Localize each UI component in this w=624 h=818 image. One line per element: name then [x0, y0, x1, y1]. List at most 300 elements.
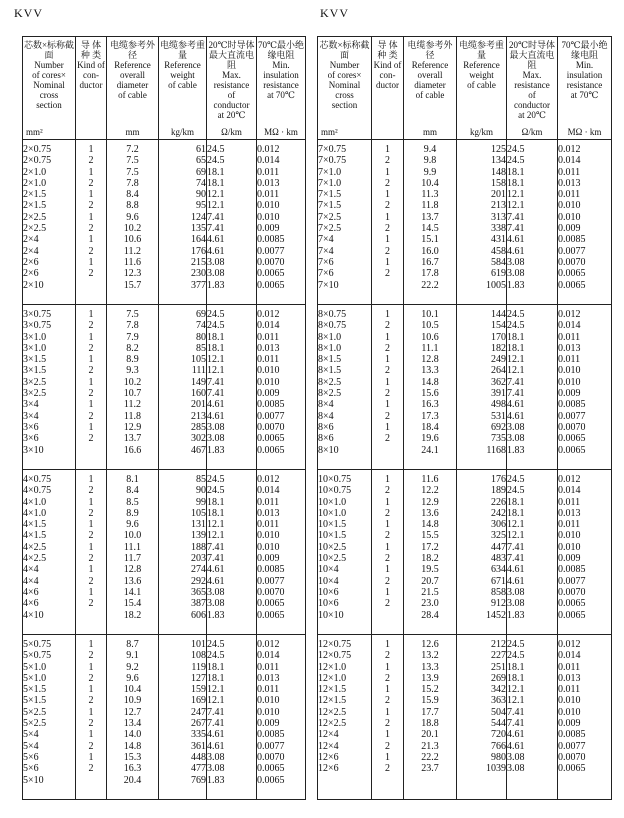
cell-value: 105	[191, 507, 206, 519]
cell-value: 16.3	[421, 399, 439, 411]
cell-value: 3×10	[23, 444, 44, 456]
cell-kind	[76, 140, 107, 305]
cell-value: 8.5	[126, 496, 139, 508]
cell-value: 2	[88, 485, 94, 497]
cell-value: 0.0065	[558, 279, 586, 291]
header-diam-en: overall	[120, 70, 145, 80]
header-res-en: at 20℃	[518, 110, 546, 120]
header-kind-en: ductor	[376, 80, 399, 90]
cell-value: 0.0065	[257, 268, 285, 280]
cell-value: 7.8	[126, 320, 139, 332]
cell-value: 483	[491, 553, 506, 565]
cell-value: 1	[385, 586, 390, 598]
cell-value: 212	[491, 639, 506, 650]
cell-value: 0.011	[257, 684, 280, 696]
cell-value: 13.6	[123, 575, 142, 587]
cell-value: 2	[88, 320, 94, 332]
cell-value: 7.41	[507, 541, 525, 553]
header-wt-unit: kg/km	[170, 127, 194, 137]
cell-value: 12.1	[207, 684, 225, 696]
cell-value: 13.3	[421, 365, 439, 377]
cell-value: 8×10	[318, 444, 339, 456]
cell-value: 0.011	[257, 519, 280, 531]
cell-value: 12.1	[207, 365, 225, 377]
cell-value: 10.6	[421, 331, 439, 343]
header-res-en: of	[528, 90, 536, 100]
cell-value: 1	[385, 519, 390, 531]
cell-value: 2	[88, 507, 94, 519]
cell-value: 10.1	[421, 309, 439, 320]
header-ins	[257, 37, 306, 140]
cell-value: 7×6	[318, 268, 334, 280]
cell-value: 12.1	[507, 365, 525, 377]
cell-value: 108	[191, 650, 206, 662]
header-diam-en: of cable	[415, 90, 445, 100]
cell-value: 1039	[486, 763, 506, 775]
cell-value: 0.009	[558, 388, 581, 400]
header-core-cn: 芯数×标称截面	[319, 40, 370, 60]
cell-value: 13.4	[123, 718, 142, 730]
cell-value: 12×1.0	[318, 672, 347, 684]
cell-value: 7.41	[507, 223, 525, 235]
cell-value: 0.010	[257, 530, 280, 542]
cell-value: 7.41	[207, 541, 225, 553]
cell-value: 7×10	[318, 279, 339, 291]
cell-value: 95	[196, 200, 206, 212]
header-core	[318, 37, 372, 140]
cell-value: 3×6	[23, 433, 39, 445]
left-table-title: KVV	[14, 6, 43, 20]
cell-value: 14.8	[421, 376, 439, 388]
header-wt-en: of cable	[467, 80, 496, 90]
cell-value: 0.014	[558, 320, 581, 332]
cell-value: 1	[88, 399, 94, 411]
cell-kind	[76, 470, 107, 635]
cell-value: 8.2	[126, 342, 139, 354]
header-core-en: Nominal	[328, 80, 361, 90]
cell-value: 7.5	[126, 166, 139, 178]
cell-value: 1	[385, 729, 390, 741]
cell-value: 0.010	[558, 530, 581, 542]
header-core-cn: 芯数×标称截面	[23, 40, 75, 60]
cell-value: 0.012	[558, 474, 581, 485]
cell-value: 0.0085	[257, 234, 285, 246]
cell-value: 0.0085	[257, 564, 285, 576]
cell-value: 0.010	[558, 365, 581, 377]
table-row	[23, 305, 306, 470]
cell-value: 4×10	[23, 609, 44, 621]
cell-value: 1	[385, 399, 390, 411]
cell-value: 12.1	[507, 684, 525, 696]
cell-value: 0.0065	[558, 598, 586, 610]
header-ins-cn: 70℃最小绝缘电阻	[257, 40, 305, 60]
cell-value: 12.6	[421, 639, 439, 650]
cell-value: 18.1	[507, 342, 525, 354]
cell-value: 0.013	[558, 177, 581, 189]
cell-value: 10.2	[123, 223, 142, 235]
cell-value: 0.010	[558, 376, 581, 388]
cell-value: 2	[385, 200, 390, 212]
cell-res	[207, 305, 257, 470]
cell-value: 3.08	[207, 268, 225, 280]
cell-value: 125	[491, 144, 506, 155]
header-diam-en: overall	[417, 70, 443, 80]
cell-value: 0.010	[558, 211, 581, 223]
cell-value: 85	[196, 474, 206, 485]
cell-value: 11.6	[123, 256, 142, 268]
cell-value: 3.08	[507, 751, 525, 763]
cell-value: 24.5	[207, 309, 225, 320]
cell-wt	[457, 470, 507, 635]
cell-value: 1	[88, 144, 94, 155]
cell-value: 24.5	[507, 309, 525, 320]
cell-value: 4.61	[507, 234, 525, 246]
cell-value: 11.1	[123, 541, 142, 553]
cell-value: 127	[191, 672, 206, 684]
cell-value: 2	[385, 320, 390, 332]
cell-value: 1	[88, 421, 94, 433]
cell-value: 164	[191, 234, 206, 246]
header-res-en: of	[227, 90, 236, 100]
cell-value: 2	[88, 342, 94, 354]
cell-value: 10.4	[421, 177, 439, 189]
cell-value: 0.0070	[257, 421, 285, 433]
cell-ins	[558, 635, 612, 800]
header-wt-en: Reference	[164, 60, 201, 70]
cell-value: 0.011	[257, 661, 280, 673]
cell-value: 0.0085	[257, 399, 285, 411]
header-wt	[457, 37, 507, 140]
cell-value: 16.6	[123, 444, 142, 456]
cell-value: 7.41	[507, 706, 525, 718]
cell-value: 1	[385, 564, 390, 576]
cell-wt	[457, 635, 507, 800]
cell-value: 10.6	[123, 234, 142, 246]
cell-value: 1	[385, 684, 390, 696]
cell-value: 2	[385, 223, 390, 235]
header-core	[23, 37, 76, 140]
cell-value: 3.08	[507, 586, 525, 598]
cell-value: 61	[196, 144, 206, 155]
cell-value: 3×0.75	[23, 320, 52, 332]
cell-value: 8×0.75	[318, 309, 347, 320]
cell-value: 11.8	[421, 200, 439, 212]
cell-diam	[404, 305, 457, 470]
cell-value: 7×0.75	[318, 155, 347, 167]
header-ins	[558, 37, 612, 140]
cell-value: 1.83	[507, 279, 525, 291]
cell-value: 1	[385, 751, 390, 763]
cell-value: 306	[491, 519, 506, 531]
cell-value: 0.014	[257, 155, 280, 167]
cell-value: 18.1	[507, 166, 525, 178]
cell-value: 0.0070	[257, 751, 285, 763]
cell-value: 1	[88, 496, 94, 508]
cell-value: 2	[385, 763, 390, 775]
cell-value: 12.1	[507, 695, 525, 707]
cell-value: 14.0	[123, 729, 142, 741]
cell-value: 606	[191, 609, 206, 621]
header-ins-en: insulation	[263, 70, 299, 80]
cell-value: 10×4	[318, 564, 339, 576]
cell-value: 0.0077	[257, 410, 285, 422]
header-core-en: of cores×	[32, 70, 66, 80]
header-diam-en: Reference	[411, 60, 449, 70]
cell-value: 18.1	[207, 672, 225, 684]
header-diam-en: diameter	[116, 80, 149, 90]
cell-value: 0.0070	[558, 586, 586, 598]
cell-value: 149	[191, 376, 206, 388]
cell-value: 5×1.5	[23, 695, 47, 707]
cell-value: 4×0.75	[23, 474, 52, 485]
cell-value: 4×6	[23, 598, 39, 610]
header-core-en: section	[36, 100, 62, 110]
cell-value: 3.08	[507, 433, 525, 445]
cell-value: 0.0070	[558, 256, 586, 268]
cell-value: 12×2.5	[318, 718, 347, 730]
cell-value: 766	[491, 740, 506, 752]
cell-value: 1168	[486, 444, 506, 456]
cell-value	[372, 280, 403, 291]
cell-core	[318, 140, 372, 305]
cell-value: 251	[491, 661, 506, 673]
cell-value: 12×0.75	[318, 639, 352, 650]
header-res	[507, 37, 558, 140]
cell-ins	[257, 635, 306, 800]
header-core-en: Nominal	[33, 80, 65, 90]
cell-wt	[457, 140, 507, 305]
left-spec-table	[22, 36, 306, 800]
cell-value: 267	[191, 718, 206, 730]
cell-value: 1	[88, 234, 94, 246]
cell-value: 0.011	[257, 496, 280, 508]
cell-ins	[558, 305, 612, 470]
header-res-cn: 20℃时导体最大直流电阻	[208, 40, 255, 70]
cell-value: 4×1.0	[23, 507, 47, 519]
cell-value: 18.1	[207, 661, 225, 673]
cell-value: 12.1	[207, 519, 225, 531]
cell-value: 24.5	[207, 650, 225, 662]
right-table-title: KVV	[320, 6, 349, 20]
cell-value: 8×6	[318, 433, 334, 445]
cell-value: 0.010	[257, 211, 280, 223]
cell-value: 7.9	[126, 331, 139, 343]
cell-value: 15.9	[421, 695, 439, 707]
cell-value: 2	[88, 575, 94, 587]
cell-core	[318, 305, 372, 470]
cell-value: 11.3	[421, 189, 439, 201]
cell-value: 7.2	[126, 144, 139, 155]
cell-value: 18.8	[421, 718, 439, 730]
cell-value: 0.0070	[558, 421, 586, 433]
cell-core	[318, 635, 372, 800]
table-row	[23, 635, 306, 800]
header-core-en: of cores×	[327, 70, 362, 80]
cell-value: 4.61	[207, 399, 225, 411]
cell-value: 2	[385, 245, 390, 257]
cell-value: 0.0077	[257, 245, 285, 257]
cell-value: 13.7	[123, 433, 142, 445]
cell-value: 7.41	[207, 211, 225, 223]
cell-value: 148	[491, 166, 506, 178]
cell-value: 7.41	[207, 553, 225, 565]
cell-value: 1.83	[207, 279, 225, 291]
cell-value: 8.9	[126, 507, 139, 519]
cell-value: 18.1	[207, 331, 225, 343]
cell-value: 2	[385, 342, 390, 354]
cell-value: 20.4	[123, 774, 142, 786]
cell-value: 0.013	[257, 672, 280, 684]
header-wt-en: Reference	[463, 60, 500, 70]
cell-value: 1	[88, 309, 94, 320]
cell-value: 2	[385, 177, 390, 189]
cell-value: 544	[491, 718, 506, 730]
cell-value: 0.0077	[257, 575, 285, 587]
cell-value: 1	[385, 706, 390, 718]
cell-res	[507, 635, 558, 800]
header-res	[207, 37, 257, 140]
cell-value: 1	[385, 166, 390, 178]
cell-value: 2	[385, 672, 390, 684]
cell-value: 2×1.0	[23, 166, 47, 178]
cell-ins	[257, 140, 306, 305]
cell-value: 10.0	[123, 530, 142, 542]
cell-value: 2×10	[23, 279, 44, 291]
cell-value: 21.5	[421, 586, 439, 598]
cell-value	[76, 775, 106, 786]
cell-value: 0.013	[257, 507, 280, 519]
cell-value: 313	[491, 211, 506, 223]
table-row	[318, 635, 612, 800]
cell-value: 7.41	[207, 388, 225, 400]
cell-value: 9.9	[423, 166, 437, 178]
cell-value	[76, 610, 106, 621]
cell-value: 22.2	[421, 279, 439, 291]
cell-value: 0.0070	[558, 751, 586, 763]
cell-value: 720	[491, 729, 506, 741]
cell-value: 11.2	[123, 399, 142, 411]
header-wt	[159, 37, 207, 140]
cell-value: 12.1	[207, 354, 225, 366]
cell-value: 0.012	[558, 144, 581, 155]
cell-value: 4×1.0	[23, 496, 47, 508]
header-wt-en: weight	[469, 70, 494, 80]
cell-diam	[404, 140, 457, 305]
header-res-cn: 20℃时导体最大直流电阻	[508, 40, 556, 70]
cell-value: 0.011	[558, 496, 581, 508]
cell-value: 1	[385, 144, 390, 155]
cell-value: 160	[191, 388, 206, 400]
cell-value: 584	[491, 256, 506, 268]
cell-value: 4.61	[507, 729, 525, 741]
cell-value: 531	[491, 410, 506, 422]
cell-value: 1	[88, 639, 94, 650]
cell-value: 7×1.5	[318, 200, 342, 212]
header-ins-en: resistance	[566, 80, 603, 90]
cell-value: 159	[191, 684, 206, 696]
cell-value: 16.3	[123, 763, 142, 775]
cell-value: 1	[88, 661, 94, 673]
cell-value: 10×0.75	[318, 474, 352, 485]
cell-value: 201	[191, 399, 206, 411]
cell-value: 1.83	[507, 609, 525, 621]
cell-value: 24.5	[507, 320, 525, 332]
cell-value: 15.1	[421, 234, 439, 246]
header-res-unit: Ω/km	[521, 127, 543, 137]
cell-value: 1	[385, 474, 390, 485]
cell-value: 1	[385, 639, 390, 650]
cell-value: 24.5	[507, 485, 525, 497]
cell-res	[207, 470, 257, 635]
header-ins-cn: 70℃最小绝缘电阻	[561, 40, 608, 60]
cell-value: 1	[88, 166, 94, 178]
table-row	[318, 140, 612, 305]
cell-value: 1	[88, 706, 94, 718]
cell-value: 90	[196, 189, 206, 201]
cell-value: 2	[88, 223, 94, 235]
cell-value: 18.4	[421, 421, 439, 433]
cell-value: 2×6	[23, 268, 39, 280]
cell-value: 24.5	[507, 650, 525, 662]
cell-value: 8×1.5	[318, 354, 342, 366]
cell-value: 24.5	[207, 474, 225, 485]
cell-value: 227	[491, 650, 506, 662]
cell-value: 1.83	[207, 774, 225, 786]
cell-value: 24.5	[507, 144, 525, 155]
cell-value: 8×2.5	[318, 376, 342, 388]
cell-value: 692	[491, 421, 506, 433]
header-res-en: at 20℃	[217, 110, 246, 120]
cell-value: 2×1.0	[23, 177, 47, 189]
cell-kind	[76, 305, 107, 470]
header-res-unit: Ω/km	[221, 127, 242, 137]
cell-value: 0.011	[257, 354, 280, 366]
header-wt-en: weight	[170, 70, 195, 80]
cell-value: 0.010	[257, 695, 280, 707]
cell-value: 2	[88, 695, 94, 707]
cell-value: 0.011	[257, 189, 280, 201]
cell-value: 0.014	[558, 155, 581, 167]
cell-value: 24.1	[421, 444, 439, 456]
header-kind-en: Kind of	[77, 60, 105, 70]
cell-value: 169	[191, 695, 206, 707]
cell-value: 135	[191, 223, 206, 235]
cell-value: 14.1	[123, 586, 142, 598]
cell-value: 24.5	[507, 155, 525, 167]
cell-value: 12.1	[507, 519, 525, 531]
cell-value: 0.010	[257, 365, 280, 377]
cell-wt	[159, 305, 207, 470]
cell-value: 10×2.5	[318, 553, 347, 565]
header-core-en: cross	[39, 90, 59, 100]
cell-value: 2	[88, 672, 94, 684]
cell-value: 2×0.75	[23, 144, 52, 155]
cell-value: 4.61	[207, 740, 225, 752]
cell-value: 4.61	[507, 399, 525, 411]
header-res-en: conductor	[514, 100, 550, 110]
cell-value: 4×1.5	[23, 519, 47, 531]
cell-value: 1	[385, 376, 390, 388]
header-ins-en: at 70℃	[267, 90, 295, 100]
cell-value: 3×4	[23, 399, 39, 411]
cell-value: 131	[191, 519, 206, 531]
cell-value: 215	[191, 256, 206, 268]
cell-value: 119	[191, 661, 206, 673]
cell-value: 7.41	[507, 376, 525, 388]
cell-value: 7.41	[207, 706, 225, 718]
cell-value: 2	[385, 410, 390, 422]
cell-value: 9.8	[423, 155, 437, 167]
